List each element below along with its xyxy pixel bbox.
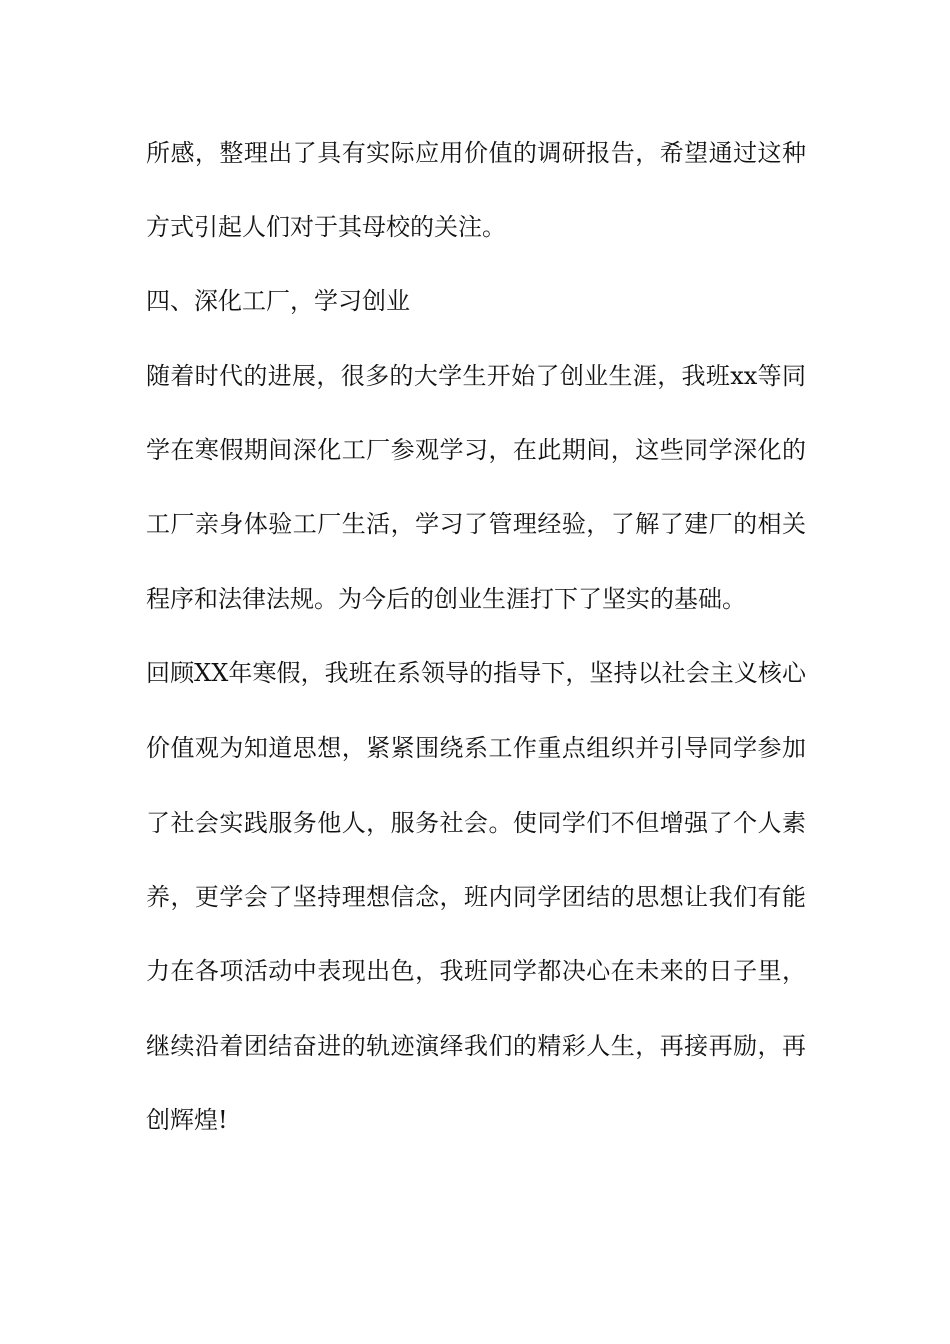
- paragraph-line: 学在寒假期间深化工厂参观学习，在此期间，这些同学深化的: [146, 436, 806, 464]
- paragraph-line: 工厂亲身体验工厂生活，学习了管理经验，了解了建厂的相关: [146, 510, 806, 538]
- paragraph-line: 程序和法律法规。为今后的创业生涯打下了坚实的基础。: [146, 585, 746, 613]
- paragraph-line: 了社会实践服务他人，服务社会。使同学们不但增强了个人素: [146, 809, 806, 837]
- paragraph-line: 随着时代的进展，很多的大学生开始了创业生涯，我班xx等同: [146, 362, 806, 390]
- paragraph-line: 方式引起人们对于其母校的关注。: [146, 213, 506, 241]
- paragraph-line: 养，更学会了坚持理想信念，班内同学团结的思想让我们有能: [146, 883, 806, 911]
- paragraph-line: 力在各项活动中表现出色，我班同学都决心在未来的日子里，: [146, 957, 806, 985]
- paragraph-line: 价值观为知道思想，紧紧围绕系工作重点组织并引导同学参加: [146, 734, 806, 762]
- paragraph-line: 创辉煌!: [146, 1106, 228, 1134]
- section-heading: 四、深化工厂，学习创业: [146, 287, 410, 315]
- paragraph-line: 继续沿着团结奋进的轨迹演绎我们的精彩人生，再接再励，再: [146, 1032, 806, 1060]
- paragraph-line: 所感，整理出了具有实际应用价值的调研报告，希望通过这种: [146, 139, 806, 167]
- paragraph-line: 回顾XX年寒假，我班在系领导的指导下，坚持以社会主义核心: [146, 659, 806, 687]
